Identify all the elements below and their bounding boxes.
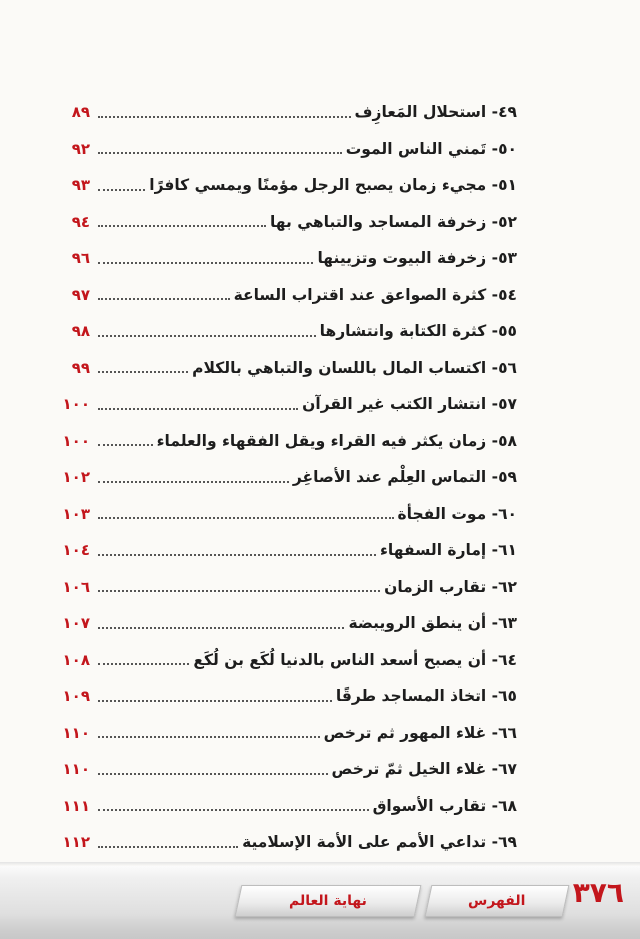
toc-entry-page: ٩٦ — [71, 249, 90, 268]
toc-leader-dots — [98, 773, 328, 775]
toc-entry-title: ٥١- مجيء زمان يصبح الرجل مؤمنًا ويمسي كافرًا — [149, 176, 517, 195]
toc-entry-title: ٥٧- انتشار الكتب غير القرآن — [302, 395, 517, 414]
toc-leader-dots — [98, 371, 188, 373]
toc-leader-dots — [98, 554, 376, 556]
toc-entry — [62, 788, 517, 825]
toc-entry-title: ٥٤- كثرة الصواعق عند اقتراب الساعة — [233, 285, 517, 304]
toc-leader-dots — [98, 627, 344, 629]
table-of-contents — [62, 94, 517, 861]
toc-entry — [62, 824, 517, 861]
footer-book-title-tab — [235, 885, 422, 917]
toc-entry-title: ٥٨- زمان يكثر فيه القراء ويقل الفقهاء والعلماء — [156, 431, 517, 450]
toc-entry-page: ١١١ — [62, 796, 90, 815]
toc-leader-dots — [98, 517, 394, 519]
toc-entry-page: ٩٢ — [71, 139, 90, 158]
toc-leader-dots — [98, 116, 351, 118]
toc-entry — [71, 131, 517, 168]
toc-entry-page: ١٠٧ — [62, 614, 90, 633]
toc-entry-page: ٨٩ — [71, 103, 90, 122]
footer-divider — [0, 862, 640, 866]
toc-entry-page: ١١٢ — [62, 833, 90, 852]
toc-entry-page: ٩٤ — [71, 212, 90, 231]
toc-entry-page: ٩٩ — [71, 358, 90, 377]
toc-entry-page: ١٠٤ — [62, 541, 90, 560]
toc-entry — [62, 459, 517, 496]
toc-entry — [71, 240, 517, 277]
toc-entry-page: ١٠٠ — [62, 395, 90, 414]
toc-entry — [71, 313, 517, 350]
toc-entry-page: ١١٠ — [62, 723, 90, 742]
toc-leader-dots — [98, 444, 153, 446]
toc-entry — [71, 167, 517, 204]
toc-leader-dots — [98, 152, 342, 154]
footer-section-tab — [425, 885, 570, 917]
toc-entry — [71, 277, 517, 314]
toc-entry — [62, 386, 517, 423]
toc-entry-title: ٥٦- اكتساب المال باللسان والتباهي بالكلام — [192, 358, 517, 377]
toc-entry — [62, 423, 517, 460]
toc-entry-title: ٦٥- اتخاذ المساجد طرقًا — [335, 687, 517, 706]
toc-leader-dots — [98, 189, 145, 191]
toc-entry-page: ٩٣ — [71, 176, 90, 195]
toc-leader-dots — [98, 335, 316, 337]
toc-entry — [62, 532, 517, 569]
toc-entry-page: ١١٠ — [62, 760, 90, 779]
toc-leader-dots — [98, 298, 230, 300]
toc-entry — [62, 496, 517, 533]
footer-shadow — [0, 915, 640, 939]
toc-entry — [62, 642, 517, 679]
toc-entry-title: ٦٩- تداعي الأمم على الأمة الإسلامية — [242, 833, 517, 852]
toc-entry-title: ٤٩- استحلال المَعازِف — [354, 103, 517, 122]
toc-entry-title: ٦٠- موت الفجأة — [397, 504, 517, 523]
toc-entry-title: ٥٠- تَمني الناس الموت — [345, 139, 517, 158]
toc-entry-page: ٩٨ — [71, 322, 90, 341]
toc-entry-page: ١٠٦ — [62, 577, 90, 596]
toc-entry-page: ١٠٩ — [62, 687, 90, 706]
toc-entry-title: ٦٧- غلاء الخيل ثمّ ترخص — [331, 760, 517, 779]
toc-entry-page: ١٠٠ — [62, 431, 90, 450]
toc-leader-dots — [98, 846, 238, 848]
toc-leader-dots — [98, 809, 369, 811]
toc-entry-page: ١٠٣ — [62, 504, 90, 523]
toc-entry-title: ٦٨- تقارب الأسواق — [372, 796, 517, 815]
toc-entry-title: ٦٣- أن ينطق الرويبضة — [348, 614, 517, 633]
page-number: ٣٧٦ — [572, 876, 624, 909]
toc-entry-page: ١٠٨ — [62, 650, 90, 669]
toc-entry — [71, 204, 517, 241]
toc-leader-dots — [98, 590, 380, 592]
toc-leader-dots — [98, 736, 320, 738]
toc-entry — [71, 350, 517, 387]
toc-leader-dots — [98, 663, 189, 665]
toc-entry-title: ٦٤- أن يصبح أسعد الناس بالدنيا لُكَع بن لُكَع — [193, 650, 517, 669]
toc-entry — [71, 94, 517, 131]
footer-book-title: نهاية العالم — [289, 893, 367, 909]
toc-entry — [62, 715, 517, 752]
toc-leader-dots — [98, 225, 266, 227]
toc-entry-title: ٥٩- التماس العِلْم عند الأصاغِر — [292, 468, 517, 487]
toc-entry-title: ٥٥- كثرة الكتابة وانتشارها — [319, 322, 517, 341]
toc-entry-title: ٦١- إمارة السفهاء — [380, 541, 517, 560]
toc-entry-title: ٦٢- تقارب الزمان — [384, 577, 517, 596]
toc-entry-title: ٥٣- زخرفة البيوت وتزيينها — [317, 249, 517, 268]
toc-entry-title: ٥٢- زخرفة المساجد والتباهي بها — [269, 212, 517, 231]
toc-entry — [62, 678, 517, 715]
toc-entry-page: ١٠٢ — [62, 468, 90, 487]
toc-leader-dots — [98, 262, 313, 264]
toc-entry — [62, 605, 517, 642]
toc-leader-dots — [98, 481, 289, 483]
toc-entry-title: ٦٦- غلاء المهور ثم ترخص — [323, 723, 517, 742]
toc-entry — [62, 751, 517, 788]
toc-entry-page: ٩٧ — [71, 285, 90, 304]
toc-leader-dots — [98, 700, 332, 702]
toc-entry — [62, 569, 517, 606]
toc-leader-dots — [98, 408, 298, 410]
footer-section-label: الفهرس — [468, 893, 526, 909]
